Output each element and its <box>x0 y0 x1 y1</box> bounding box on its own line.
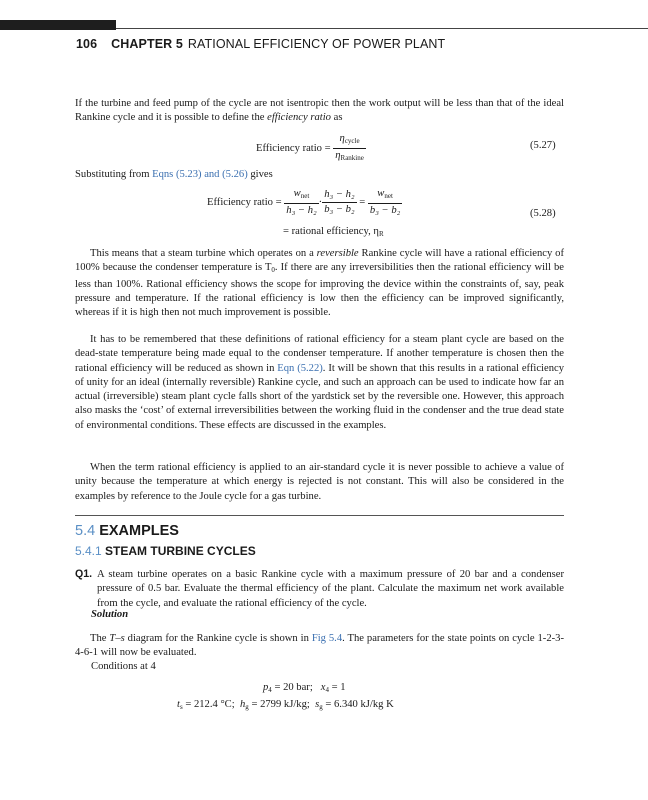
solution-label: Solution <box>91 609 129 620</box>
efficiency-ratio-fraction: $\frac{\eta_{cycle}}{\eta_{Rankine}}$ <box>335 133 364 162</box>
subsection-heading: 5.4.1 STEAM TURBINE CYCLES <box>75 544 256 558</box>
equation-number-5-27: (5.27) <box>530 140 556 151</box>
equation-5-27: Efficiency ratio = $\frac{\eta_{cycle}}{\eta_{Rankine}}$ <box>256 133 364 162</box>
eqn-5-22-link[interactable]: Eqn (5.22) <box>277 362 323 374</box>
paragraph-air-standard: When the term rational efficiency is applied to an air-standard cycle it is never possible to achieve a value of unity because the temperature at which energy is rejected is not constant. This will also be considered in the examples by reference to the Joule cycle for a gas turbine. <box>75 462 564 502</box>
section-heading: 5.4 EXAMPLES <box>75 523 179 539</box>
rational-efficiency-line: = rational efficiency, $\eta_R$ <box>283 226 384 238</box>
question-label: Q1. <box>75 568 93 580</box>
header-bar <box>0 20 116 30</box>
equation-number-5-28: (5.28) <box>530 208 556 219</box>
paragraph-reversible: This means that a steam turbine which operates on a reversible Rankine cycle will have a rational efficiency of 100% because the condenser temperature is $T_0$. If there are any irreversibilities then the rational efficiency will be less than 100%. Rational efficiency shows the scope for improving the device within the constraints of, say, peak pressure and temperature. If the rational efficiency is low then the efficiency can be improved significantly, whereas if it is high then not much improvement is possible. <box>75 248 564 319</box>
conditions-equation-1: $p_4 = 20$ bar; $x_4 = 1$ <box>263 682 346 694</box>
paragraph-dead-state: It has to be remembered that these definitions of rational efficiency for a steam plant cycle are based on the dead-state temperature being made equal to the condenser temperature. If another temperature is chosen then the rational efficiency will be reduced as shown in Eqn (5.22). It will be shown that this results in a rational efficiency of unity for an ideal (internally reversible) Rankine cycle, and such an approach can be used to indicate how far an actual (irreversible) steam plant cycle falls short of the yardstick set by the reversible one. However, this approach also masks the ‘cost’ of external irreversibilities between the working fluid in the condenser and the true dead state of environmental conditions. These effects are discussed in the examples. <box>75 334 564 431</box>
intro-paragraph: If the turbine and feed pump of the cycle are not isentropic then the work output will be less than that of the ideal Rankine cycle and it is possible to define the efficiency ratio as <box>75 98 564 124</box>
question-text: A steam turbine operates on a basic Rankine cycle with a maximum pressure of 20 bar and a condenser pressure of 0.5 bar. Evaluate the thermal efficiency of the plant. Calculate the maximum net work available from the cycle, and evaluate the rational efficiency of the cycle. <box>97 569 564 609</box>
conditions-equation-2: $t_s = 212.4$ °C; $h_g = 2799$ kJ/kg; $s_g = 6.340$ kJ/kg K <box>177 699 394 711</box>
figure-link[interactable]: Fig 5.4 <box>311 633 343 644</box>
chapter-label: CHAPTER 5 <box>111 37 183 51</box>
equation-5-28: Efficiency ratio = $\frac{w_{net}}{\text{h₃ − h₂}}$ · $\frac{\text{h₃ − h₂}}{\text{b₃ − b₂}}$ = $\frac{w_{net}}{\text{b₃ − b₂}}$ <box>207 188 401 216</box>
eqn-link[interactable]: Eqns (5.23) and (5.26) <box>152 169 248 180</box>
running-header <box>76 37 445 51</box>
chapter-title: RATIONAL EFFICIENCY OF POWER PLANT <box>187 37 446 51</box>
page-number: 106 <box>76 37 98 51</box>
conditions-label: Conditions at 4 <box>91 661 156 672</box>
solution-paragraph: The T–s diagram for the Rankine cycle is shown in Fig 5.4. The parameters for the state points on cycle 1-2-3-4-6-1 will now be evaluated. <box>75 633 564 659</box>
header-rule <box>116 28 648 29</box>
section-divider <box>75 515 564 516</box>
substitution-line: Substituting from Eqns (5.23) and (5.26) gives <box>75 169 273 180</box>
